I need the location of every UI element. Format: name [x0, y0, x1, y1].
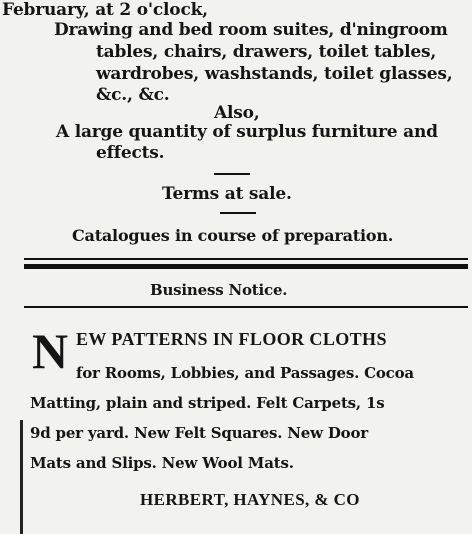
- business-body-line-3: 9d per yard. New Felt Squares. New Door: [30, 424, 368, 442]
- business-body-line-4: Mats and Slips. New Wool Mats.: [30, 454, 294, 472]
- divider-rule-1: [214, 173, 250, 175]
- business-notice-heading: Business Notice.: [150, 281, 288, 299]
- section-rule-thick: [24, 264, 468, 269]
- notice-date-line: February, at 2 o'clock,: [2, 0, 208, 20]
- notice-items-line-2: tables, chairs, drawers, toilet tables,: [96, 42, 437, 62]
- notice-items-line-3: wardrobes, washstands, toilet glasses,: [96, 64, 453, 84]
- terms-line: Terms at sale.: [162, 184, 292, 204]
- drop-cap-letter: N: [32, 323, 69, 379]
- catalogue-line: Catalogues in course of preparation.: [72, 226, 394, 245]
- also-heading: Also,: [214, 103, 260, 123]
- notice-items-line-4: &c., &c.: [96, 85, 170, 105]
- column-rule: [20, 420, 23, 534]
- surplus-line-2: effects.: [96, 143, 165, 163]
- business-body-line-2: Matting, plain and striped. Felt Carpets, 1s: [30, 394, 385, 412]
- surplus-line-1: A large quantity of surplus furniture and: [56, 122, 438, 142]
- business-body-line-1: for Rooms, Lobbies, and Passages. Cocoa: [76, 364, 414, 382]
- divider-rule-2: [220, 212, 256, 214]
- business-title: EW PATTERNS IN FLOOR CLOTHS: [76, 329, 387, 349]
- business-signature: HERBERT, HAYNES, & CO: [140, 490, 360, 509]
- heading-underline: [24, 306, 468, 308]
- notice-items-line-1: Drawing and bed room suites, d'ningroom: [54, 20, 448, 40]
- section-rule-thin: [24, 258, 468, 260]
